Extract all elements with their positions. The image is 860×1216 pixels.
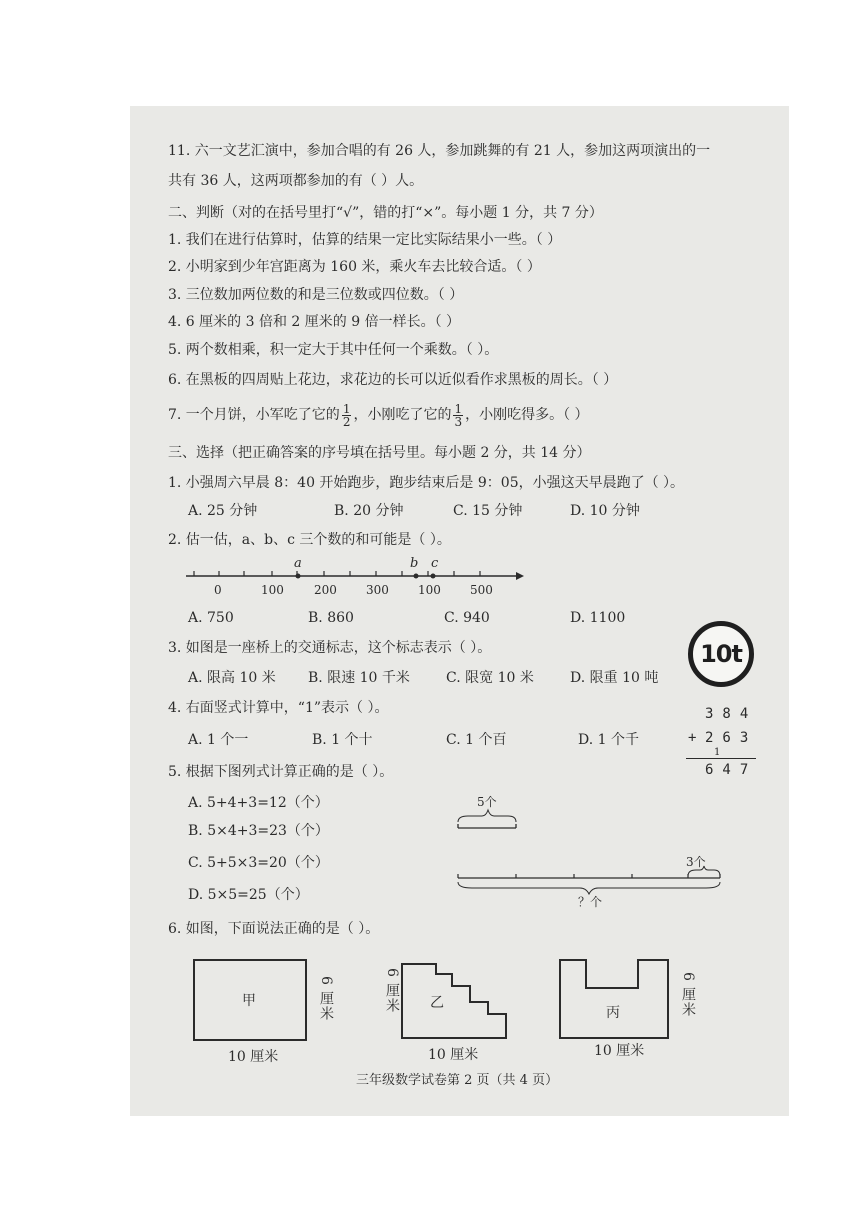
weight-limit-sign-icon	[688, 621, 754, 687]
shape-bing-width: 10 厘米	[594, 1043, 645, 1059]
shape-jia-width: 10 厘米	[228, 1049, 279, 1065]
choice-q1-option-c: C. 15 分钟	[453, 503, 523, 519]
judge-item-1: 1. 我们在进行估算时，估算的结果一定比实际结果小一些。（ ）	[168, 232, 562, 248]
fraction-one-half	[342, 403, 352, 428]
choice-q3-text: 3. 如图是一座桥上的交通标志，这个标志表示（ ）。	[168, 640, 492, 656]
choice-q5-option-c: C. 5+5×3=20（个）	[188, 855, 329, 871]
choice-q4-option-b: B. 1 个十	[312, 732, 373, 748]
judge-item-2: 2. 小明家到少年宫距离为 160 米，乘火车去比较合适。（ ）	[168, 259, 541, 275]
choice-q5-option-a: A. 5+4+3=12（个）	[188, 795, 329, 811]
choice-q2-option-c: C. 940	[444, 610, 490, 626]
section3-title: 三、选择（把正确答案的序号填在括号里。每小题 2 分，共 14 分）	[168, 445, 591, 461]
point-a-label: a	[294, 556, 302, 571]
tick-label: 300	[366, 583, 389, 597]
point-c	[431, 574, 436, 579]
choice-q4-option-c: C. 1 个百	[446, 732, 507, 748]
shape-jia-label: 甲	[242, 993, 256, 1009]
tick-label: 100	[418, 583, 441, 597]
choice-q3-option-a: A. 限高 10 米	[188, 670, 276, 686]
choice-q1-option-d: D. 10 分钟	[570, 503, 640, 519]
choice-q1-option-a: A. 25 分钟	[188, 503, 258, 519]
carry-digit: 1	[714, 747, 721, 758]
choice-q1-text: 1. 小强周六早晨 8：40 开始跑步，跑步结束后是 9：05，小强这天早晨跑了（ ）。	[168, 475, 685, 491]
right-segment-label: 3个	[686, 855, 706, 869]
tick-label: 500	[470, 583, 493, 597]
point-b	[414, 574, 419, 579]
choice-q1-option-b: B. 20 分钟	[334, 503, 404, 519]
addend-second: 263	[705, 730, 758, 746]
q11-line2: 共有 36 人，这两项都参加的有（ ）人。	[168, 173, 424, 189]
judge-item-7-middle: ，小刚吃了它的	[353, 407, 452, 423]
sign-text: 10t	[700, 640, 742, 668]
shape-bing	[560, 960, 668, 1038]
judge-item-7	[168, 402, 589, 428]
shape-yi	[402, 964, 506, 1038]
tick-label: 0	[214, 583, 222, 597]
choice-q4-text: 4. 右面竖式计算中，“1”表示（ ）。	[168, 700, 389, 716]
top-segment-label: 5个	[477, 795, 497, 809]
addend-top: 384	[705, 706, 758, 722]
shape-yi-width: 10 厘米	[428, 1047, 479, 1063]
tick-label: 200	[314, 583, 337, 597]
segment-diagram	[452, 788, 727, 908]
choice-q3-option-d: D. 限重 10 吨	[570, 670, 659, 686]
shape-bing-height: 6 厘米	[680, 972, 696, 1018]
shape-yi-height: 6 厘米	[384, 968, 400, 1014]
choice-q2-text: 2. 估一估，a、b、c 三个数的和可能是（ ）。	[168, 532, 451, 548]
page-footer: 三年级数学试卷第 2 页（共 4 页）	[356, 1073, 559, 1088]
section2-title: 二、判断（对的在括号里打“√”，错的打“×”。每小题 1 分，共 7 分）	[168, 205, 603, 221]
choice-q4-option-d: D. 1 个千	[578, 732, 639, 748]
choice-q5-option-d: D. 5×5=25（个）	[188, 887, 309, 903]
plus-sign: +	[688, 730, 706, 746]
choice-q2-option-b: B. 860	[308, 610, 354, 626]
judge-item-7-suffix: ，小刚吃得多。（ ）	[465, 407, 589, 423]
point-c-label: c	[431, 556, 439, 571]
fraction-numerator: 1	[342, 401, 351, 416]
fraction-one-third	[453, 403, 463, 428]
shape-bing-label: 丙	[606, 1005, 620, 1021]
judge-item-5: 5. 两个数相乘，积一定大于其中任何一个乘数。（ ）。	[168, 342, 499, 358]
q11-line1: 11. 六一文艺汇演中，参加合唱的有 26 人，参加跳舞的有 21 人，参加这两项演出的一	[168, 143, 711, 159]
sum-result: 647	[705, 762, 758, 778]
judge-item-4: 4. 6 厘米的 3 倍和 2 厘米的 9 倍一样长。（ ）	[168, 314, 461, 330]
choice-q5-option-b: B. 5×4+3=23（个）	[188, 823, 329, 839]
fraction-denominator: 3	[454, 414, 463, 429]
tick-label: 100	[261, 583, 284, 597]
choice-q3-option-b: B. 限速 10 千米	[308, 670, 410, 686]
point-b-label: b	[410, 556, 419, 571]
judge-item-6: 6. 在黑板的四周贴上花边，求花边的长可以近似看作求黑板的周长。（ ）	[168, 372, 618, 388]
judge-item-7-prefix: 7. 一个月饼，小军吃了它的	[168, 407, 340, 423]
choice-q6-text: 6. 如图，下面说法正确的是（ ）。	[168, 921, 380, 937]
fraction-numerator: 1	[454, 401, 463, 416]
sum-line	[686, 758, 756, 759]
shape-yi-label: 乙	[430, 995, 444, 1011]
number-line	[180, 554, 530, 600]
choice-q3-option-c: C. 限宽 10 米	[446, 670, 534, 686]
point-a	[296, 574, 301, 579]
fraction-denominator: 2	[342, 414, 351, 429]
shape-jia-height: 6 厘米	[318, 976, 334, 1022]
choice-q2-option-a: A. 750	[188, 610, 234, 626]
exam-page	[130, 106, 789, 1116]
choice-q4-option-a: A. 1 个一	[188, 732, 249, 748]
bottom-segment-label: ？个	[578, 895, 603, 908]
choice-q5-text: 5. 根据下图列式计算正确的是（ ）。	[168, 764, 394, 780]
judge-item-3: 3. 三位数加两位数的和是三位数或四位数。（ ）	[168, 287, 464, 303]
choice-q2-option-d: D. 1100	[570, 610, 626, 626]
